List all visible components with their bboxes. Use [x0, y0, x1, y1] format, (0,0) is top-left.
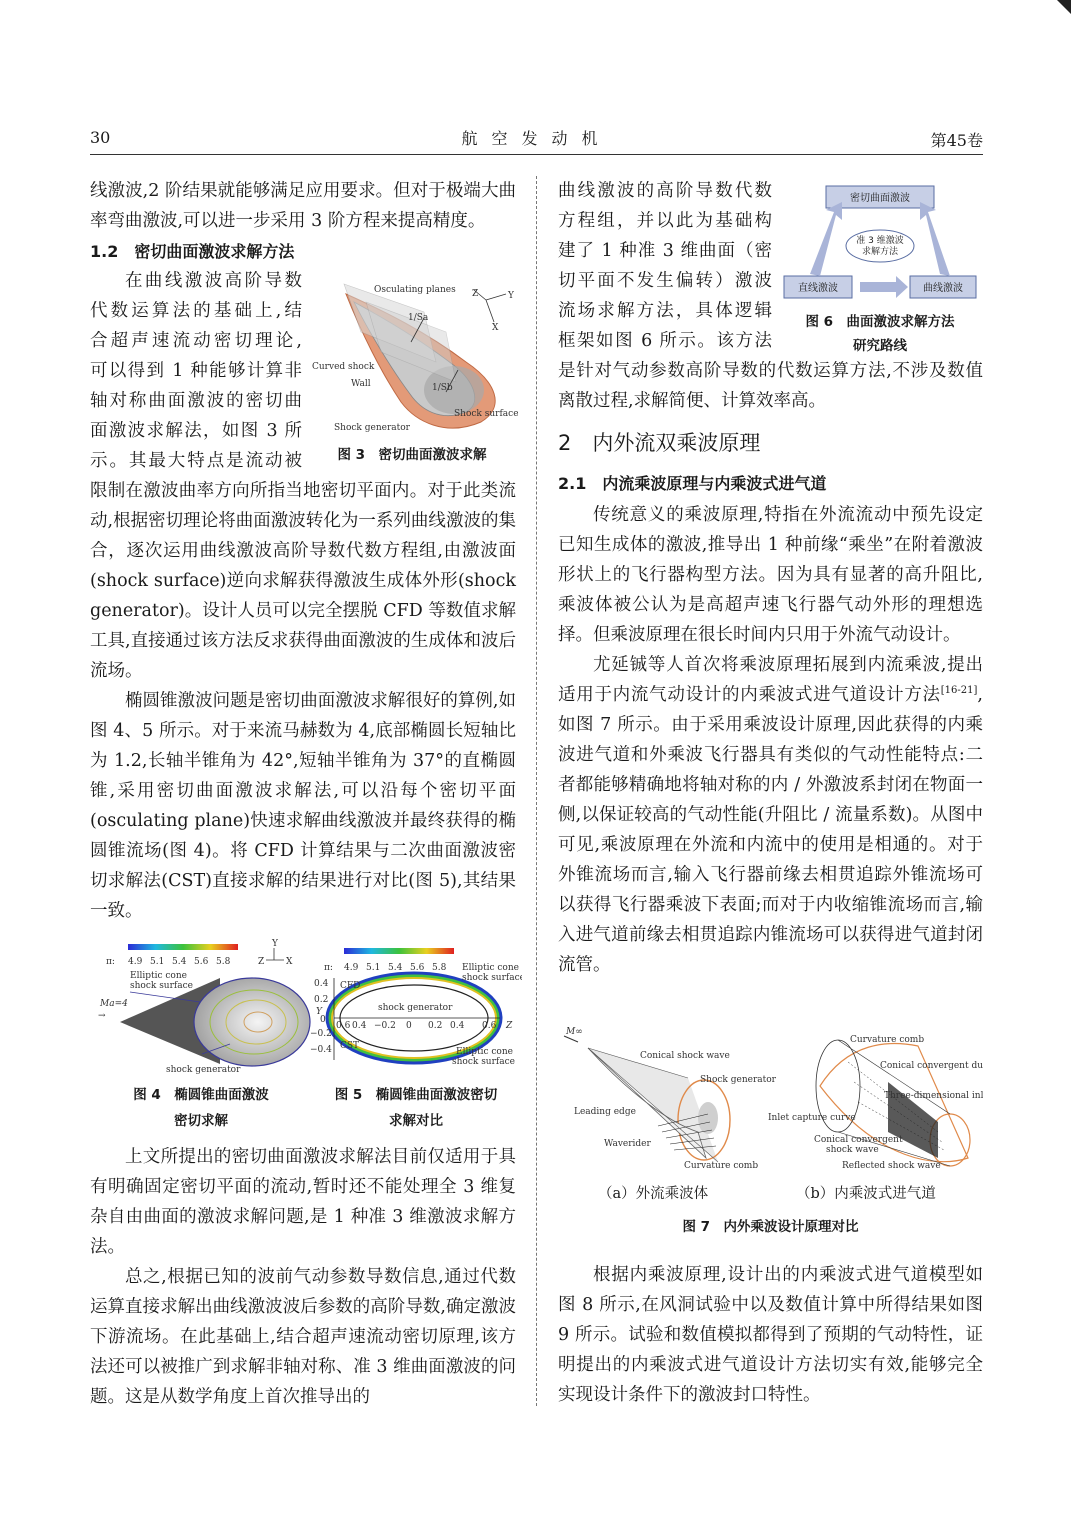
wrap-line: 曲线激波的高阶导数代数 — [558, 181, 772, 201]
label-waverider: Waverider — [604, 1139, 651, 1149]
colorbar-tick: 5.1 — [150, 957, 165, 967]
label-curvature-comb: Curvature comb — [684, 1161, 759, 1171]
axis-y: Y — [272, 939, 278, 949]
x-tick: 0.4 — [352, 1021, 367, 1031]
section-heading-2-1: 2.1 内流乘波原理与内乘波式进气道 — [558, 474, 827, 493]
label-shock-surface: shock surface — [130, 981, 193, 991]
colorbar-label: π: — [324, 963, 333, 973]
paragraph: 根据内乘波原理,设计出的内乘波式进气道模型如图 8 所示,在风洞试验中以及数值计算中所得结果如图 9 所示。试验和数值模拟都得到了预期的气动特性，证明提出的内乘波式进气道设计方法切实有效,能够完全实现设计条件下的激波封口特性。 — [558, 1265, 983, 1405]
axis-x: X — [492, 323, 499, 333]
colorbar-tick: 5.8 — [432, 963, 447, 973]
subcaption-a: （a）外流乘波体 — [598, 1186, 709, 1202]
figure-4-caption — [90, 1082, 312, 1134]
svg-text:准 3 维激波: 准 3 维激波 — [856, 236, 904, 246]
label-elliptic-cone: Elliptic cone — [456, 1047, 513, 1057]
paragraph: 传统意义的乘波原理,特指在外流流动中预先设定已知生成体的激波,推导出 1 种前缘“乘坐”在附着激波形状上的飞行器构型方法。因为具有显著的高升阻比,乘波体被公认为是高超声速飞行器气动外形的理想选择。但乘波原理在很长时间内只用于外流气动设计。 — [558, 505, 983, 645]
wrap-line: 建了 1 种准 3 维曲面（密 — [558, 241, 772, 261]
axis-x: X — [286, 957, 293, 967]
right-column-body — [558, 356, 983, 980]
label-shock-surface: Shock surface — [454, 409, 518, 419]
label-curvature-comb: Curvature comb — [850, 1035, 925, 1045]
svg-text:直线激波: 直线激波 — [798, 283, 838, 294]
label-inlet-capture-curve: Inlet capture curve — [768, 1113, 856, 1123]
wrap-line: 代数运算法的基础上,结 — [90, 301, 302, 321]
left-wrap-paragraph — [90, 266, 302, 476]
axis-y: Y — [508, 291, 514, 301]
label-shock-generator: shock generator — [166, 1065, 241, 1075]
axis-z: Z — [506, 1021, 513, 1031]
label-shock-surface: shock surface — [462, 973, 522, 983]
arrow-symbol: → — [98, 1011, 106, 1021]
colorbar-tick: 5.4 — [172, 957, 187, 967]
y-tick: −0.2 — [310, 1029, 332, 1039]
wrap-line: 框架如图 6 所示。该方法 — [558, 331, 772, 351]
figure-5-caption — [310, 1082, 522, 1134]
legend-cfd: CFD — [340, 981, 361, 991]
svg-text:密切曲面激波: 密切曲面激波 — [850, 193, 910, 204]
paragraph-text: 尤延铖等人首次将乘波原理拓展到内流乘波,提出适用于内流气动设计的内乘波式进气道设计方法 — [558, 655, 983, 705]
figure-3 — [306, 272, 518, 468]
page-number: 30 — [90, 128, 111, 147]
label-shock-generator: Shock generator — [334, 423, 410, 432]
left-column-bottom — [90, 1142, 516, 1412]
citation: [16-21] — [940, 685, 978, 697]
waverider-inlet-comparison — [558, 1022, 983, 1172]
svg-text:曲线激波: 曲线激波 — [923, 283, 963, 294]
paragraph-text: ,如图 7 所示。由于采用乘波设计原理,因此获得的内乘波进气道和外乘波飞行器具有类似的气动性能特点:二者都能够精确地将轴对称的内 / 外激波系封闭在物面一侧,以保证较高的气动性能(升阻比 / 流量系数)。从图中可见,乘波原理在外流和内流中的使用是相通的。对于外锥流场而言,输入飞行器前缘去相贯追踪外锥流场可以获得飞行器乘波下表面;而对于内收缩锥流场而言,输入进气道前缘去相贯追踪内锥流场可以获得进气道封闭流管。 — [558, 685, 983, 975]
wrap-line: 示。其最大特点是流动被 — [90, 451, 302, 471]
external-waverider-diagram — [564, 1027, 777, 1171]
label-mach: Ma=4 — [100, 999, 128, 1009]
section-heading-1-2: 1.2 密切曲面激波求解方法 — [90, 242, 295, 261]
figure-7-subcaptions — [558, 1176, 983, 1206]
figure-6 — [780, 182, 980, 354]
colorbar-tick: 5.1 — [366, 963, 381, 973]
legend-cst: CST — [340, 1041, 360, 1051]
wrap-line: 流场求解方法，具体逻辑 — [558, 301, 772, 321]
paragraph — [558, 650, 983, 980]
y-tick: 0 — [320, 1015, 326, 1025]
x-tick: 0.2 — [428, 1021, 443, 1031]
colorbar-tick: 4.9 — [344, 963, 359, 973]
paragraph: 线激波,2 阶结果就能够满足应用要求。但对于极端大曲率弯曲激波,可以进一步采用 3 阶方程来提高精度。 — [90, 181, 516, 231]
y-tick: 0.4 — [314, 979, 329, 989]
research-route-flowchart — [780, 182, 980, 302]
right-column-bottom — [558, 1260, 983, 1410]
label-1-sb: 1/Sb — [432, 383, 453, 393]
caption-line: 研究路线 — [853, 338, 907, 354]
arrow-up-left — [810, 202, 842, 276]
label-osculating-planes: Osculating planes — [374, 285, 456, 295]
label-curved-shock: Curved shock — [312, 362, 375, 372]
quasi-3d-method-oval — [846, 230, 914, 262]
left-column — [90, 176, 516, 266]
label-conical-shock-wave: Conical shock wave — [640, 1051, 730, 1061]
arrow-right — [860, 276, 908, 298]
label-elliptic-cone: Elliptic cone — [130, 971, 187, 981]
label-shock-generator: Shock generator — [700, 1075, 776, 1085]
colorbar-tick: 5.6 — [194, 957, 209, 967]
axis-z: Z — [472, 289, 479, 299]
axis-y: Y — [316, 1007, 322, 1017]
wrap-line: 可以得到 1 种能够计算非 — [90, 361, 302, 381]
label-shock-generator: shock generator — [378, 1003, 453, 1013]
x-tick: 0.6 — [482, 1021, 497, 1031]
header-rule — [90, 154, 983, 155]
paragraph: 椭圆锥激波问题是密切曲面激波求解很好的算例,如图 4、5 所示。对于来流马赫数为 4,底部椭圆长短轴比为 1.2,长轴半锥角为 42°,短轴半锥角为 37°的直椭圆锥,采用密切曲面激波求解法,可以沿每个密切平面(osculating plane)快速求解曲线激波并最终获得的椭圆锥流场(图 4)。将 CFD 计算结果与二次曲面激波密切求解法(CST)直接求解的结果进行对比(图 5),其结果一致。 — [90, 691, 516, 921]
page-corner-mark — [1057, 0, 1071, 14]
osculating-shock-diagram — [306, 272, 518, 432]
caption-line: 求解对比 — [389, 1113, 443, 1129]
caption-line: 图 5 椭圆锥曲面激波密切 — [334, 1087, 498, 1103]
figure-7-caption: 图 7 内外乘波设计原理对比 — [682, 1219, 859, 1235]
colorbar-label: π: — [106, 957, 115, 967]
x-tick: 0.4 — [450, 1021, 465, 1031]
label-reflected-shock-wave: Reflected shock wave — [842, 1161, 941, 1171]
figure-6-caption — [780, 310, 980, 358]
figure-5 — [310, 936, 522, 1132]
label-shock-wave: shock wave — [826, 1145, 879, 1155]
cfd-cst-comparison-plot — [310, 936, 522, 1076]
arrow-up-right — [920, 202, 950, 276]
x-tick: 0.6 — [336, 1021, 351, 1031]
inward-inlet-diagram — [768, 1035, 983, 1171]
label-leading-edge: Leading edge — [574, 1107, 636, 1117]
x-tick: 0 — [406, 1021, 412, 1031]
subcaption-b: （b）内乘波式进气道 — [796, 1186, 936, 1202]
y-tick: −0.4 — [310, 1045, 332, 1055]
volume-label: 第45卷 — [930, 131, 983, 150]
wrap-line: 在曲线激波高阶导数 — [125, 271, 302, 291]
label-shock-surface: shock surface — [452, 1057, 515, 1067]
wrap-line: 切平面不发生偏转）激波 — [558, 271, 772, 291]
label-m-infinity: M∞ — [566, 1027, 583, 1037]
left-column-body — [90, 476, 516, 926]
wrap-line: 合超声速流动密切理论, — [90, 331, 302, 351]
caption-line: 密切求解 — [174, 1113, 228, 1129]
label-elliptic-cone: Elliptic cone — [462, 963, 519, 973]
label-1-sa: 1/Sa — [408, 313, 429, 323]
x-tick: −0.2 — [374, 1021, 396, 1031]
svg-text:求解方法: 求解方法 — [861, 247, 899, 257]
paragraph: 是针对气动参数高阶导数的代数运算方法,不涉及数值离散过程,求解简便、计算效率高。 — [558, 361, 983, 411]
figure-4 — [90, 936, 312, 1132]
colorbar-tick: 4.9 — [128, 957, 143, 967]
elliptic-cone-shock-plot — [90, 936, 312, 1076]
colorbar-tick: 5.4 — [388, 963, 403, 973]
running-header — [90, 126, 983, 152]
column-divider — [536, 176, 537, 1406]
label-3d-inlet: Three-dimensional inlet — [884, 1091, 983, 1101]
wrap-line: 轴对称曲面激波的密切曲 — [90, 391, 302, 411]
journal-title: 航空发动机 — [461, 129, 612, 148]
right-wrap-paragraph — [558, 176, 772, 356]
paragraph: 总之,根据已知的波前气动参数导数信息,通过代数运算直接求解出曲线激波波后参数的高阶导数,确定激波下游流场。在此基础上,结合超声速流动密切原理,该方法还可以被推广到求解非轴对称、准 3 维曲面激波的问题。这是从数学角度上首次推导出的 — [90, 1267, 516, 1407]
paragraph: 限制在激波曲率方向所指当地密切平面内。对于此类流动,根据密切理论将曲面激波转化为一系列曲线激波的集合，逐次运用曲线激波高阶导数代数方程组,由激波面(shock surface)逆向求解获得激波生成体外形(shock generator)。设计人员可以完全摆脱 CFD 等数值求解工具,直接通过该方法反求获得曲面激波的生成体和波后流场。 — [90, 481, 516, 681]
colorbar-tick: 5.8 — [216, 957, 231, 967]
wrap-line: 方程组，并以此为基础构 — [558, 211, 772, 231]
caption-line: 图 4 椭圆锥曲面激波 — [133, 1087, 269, 1103]
section-heading-2: 2 内外流双乘波原理 — [558, 431, 761, 455]
axis-z: Z — [258, 957, 265, 967]
caption-line: 图 6 曲面激波求解方法 — [805, 314, 955, 330]
label-conical-convergent: Conical convergent — [814, 1135, 903, 1145]
label-conical-convergent-duct: Conical convergent duct — [880, 1061, 983, 1071]
figure-3-caption: 图 3 密切曲面激波求解 — [337, 447, 487, 463]
label-wall: Wall — [351, 379, 371, 389]
figure-7 — [558, 1022, 983, 1244]
y-tick: 0.2 — [314, 995, 329, 1005]
wrap-line: 面激波求解法，如图 3 所 — [90, 421, 302, 441]
colorbar-tick: 5.6 — [410, 963, 425, 973]
paragraph: 上文所提出的密切曲面激波求解法目前仅适用于具有明确固定密切平面的流动,暂时还不能处理全 3 维复杂自由曲面的激波求解问题,是 1 种准 3 维激波求解方法。 — [90, 1147, 516, 1257]
